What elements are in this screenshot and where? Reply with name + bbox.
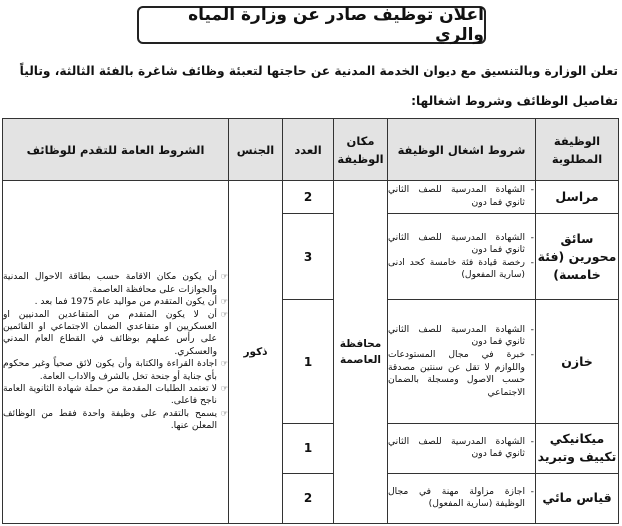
job-title-cell: سائق محورين (فئة خامسة) [536,214,619,300]
general-conditions-cell [3,181,229,524]
condition-item: - رخصة قيادة فئة خامسة كحد ادنى (سارية المفعول) [388,257,525,282]
condition-item: - الشهادة المدرسية للصف الثاني ثانوي فما دون [388,436,525,461]
job-count-cell: 2 [283,473,334,523]
condition-item: - اجازة مزاولة مهنة في مجال الوظيفة (سارية المفعول) [388,486,525,511]
header-conditions: شروط اشغال الوظيفة [388,119,536,181]
table-row [3,181,619,214]
general-condition-item: ☞ أن يكون مكان الاقامة حسب بطاقة الاحوال المدنية والجوازات على محافظة العاصمة. [3,271,217,296]
job-count-cell: 2 [283,181,334,214]
job-conditions-cell [388,473,536,523]
header-gender: الجنس [229,119,283,181]
job-conditions-cell [388,423,536,473]
job-title-cell: ميكانيكي تكييف وتبريد [536,423,619,473]
general-condition-item: ☞ أن يكون المتقدم من مواليد عام 1975 فما بعد . [3,296,217,308]
condition-item: - الشهادة المدرسية للصف الثاني ثانوي فما دون [388,324,525,349]
condition-item: - خبرة في مجال المستودعات واللوازم لا تقل عن سنتين مصدقة حسب الاصول ومسجلة بالضمان الاجتماعي [388,349,525,399]
condition-item: - الشهادة المدرسية للصف الثاني ثانوي فما دون [388,184,525,209]
gender-cell: ذكور [229,181,283,524]
announcement-intro: تعلن الوزارة وبالتنسيق مع ديوان الخدمة المدنية عن حاجتها لتعبئة وظائف شاغرة بالفئة الثالثة، وتالياً تفاصيل الوظائف وشروط اشغالها: [19,64,618,108]
jobs-table [2,118,619,524]
general-condition-item: ☞ لا تعتمد الطلبات المقدمة من حملة شهادة الثانوية العامة ناجح فاعلى. [3,383,217,408]
condition-item: - الشهادة المدرسية للصف الثاني ثانوي فما دون [388,232,525,257]
general-condition-item: ☞ يسمح بالتقدم على وظيفة واحدة فقط من الوظائف المعلن عنها. [3,408,217,433]
general-condition-item: ☞ اجادة القراءة والكتابة وأن يكون لائق صحياً وغير محكوم بأي جناية أو جنحة تخل بالشرف والاداب العامة. [3,358,217,383]
job-conditions-cell [388,214,536,300]
job-count-cell: 3 [283,214,334,300]
job-count-cell: 1 [283,423,334,473]
job-conditions-cell [388,181,536,214]
general-condition-item: ☞ أن لا يكون المتقدم من المتقاعدين المدنيين او العسكريين او متقاعدي الضمان الاجتماعي او القائمين على رأس عملهم بوظائف في القطاع العام المدني والعسكري. [3,309,217,359]
announcement-title: اعلان توظيف صادر عن وزارة المياه والري [137,6,486,44]
header-general-conditions: الشروط العامة للتقدم للوظائف [3,119,229,181]
job-location-cell: محافظة العاصمة [334,181,388,524]
job-title-cell: مراسل [536,181,619,214]
header-job: الوظيفة المطلوبة [536,119,619,181]
header-count: العدد [283,119,334,181]
job-count-cell: 1 [283,300,334,423]
job-title-cell: خازن [536,300,619,423]
job-title-cell: قياس مائي [536,473,619,523]
header-location: مكان الوظيفة [334,119,388,181]
job-conditions-cell [388,300,536,423]
